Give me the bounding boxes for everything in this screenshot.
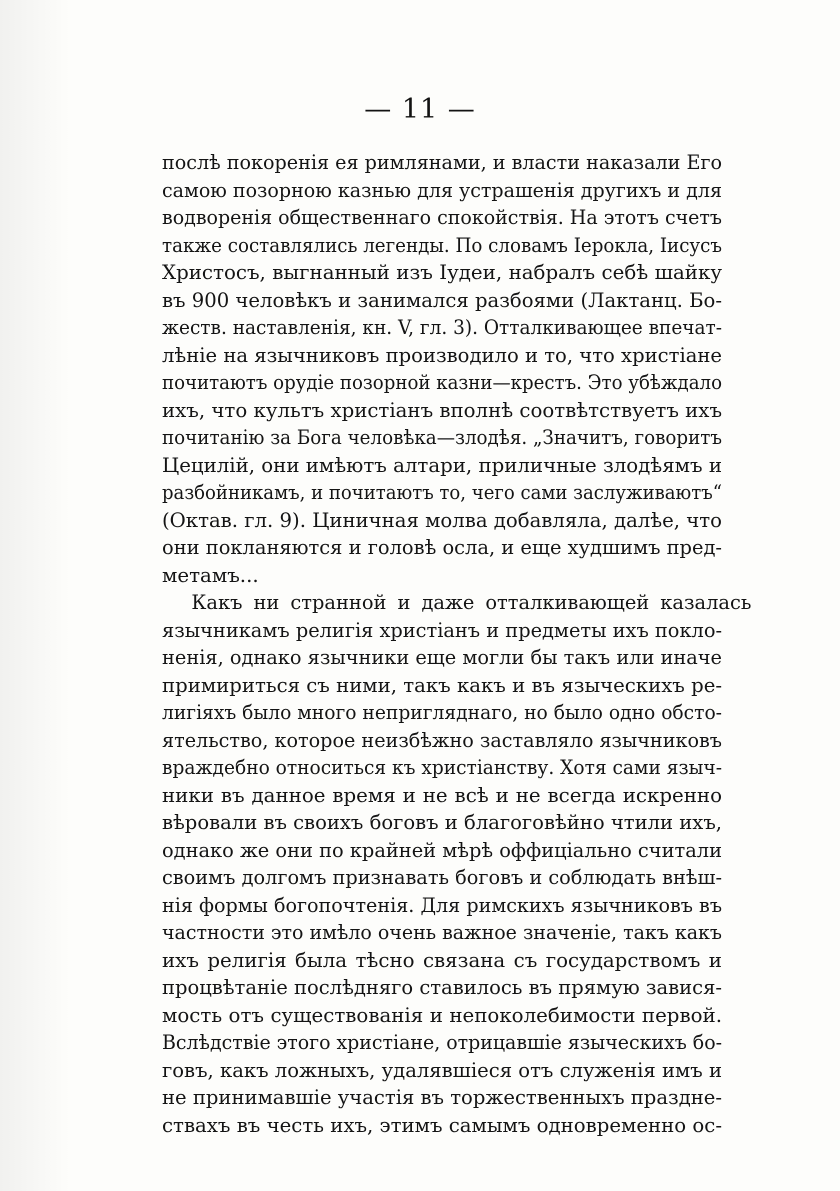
text-line: однако же они по крайней мѣрѣ оффиціально считали [162, 838, 722, 862]
text-line: Вслѣдствіе этого христіане, отрицавшіе языческихъ бо- [162, 1031, 722, 1054]
text-line: процвѣтаніе послѣдняго ставилось въ прямую завися- [162, 976, 722, 999]
text-line: почитаютъ орудіе позорной казни—крестъ. Это убѣждало [162, 371, 722, 394]
text-line: примириться съ ними, такъ какъ и въ языческихъ ре- [162, 673, 722, 697]
text-line: они покланяются и головѣ осла, и еще худшимъ пред- [162, 536, 722, 559]
text-line: ники въ данное время и не всѣ и не всегда искренно [162, 783, 722, 807]
page-edge-shadow [0, 0, 70, 1191]
text-line: ятельство, которое неизбѣжно заставляло язычниковъ [162, 728, 722, 752]
text-line: ненія, однако язычники еще могли бы такъ или иначе [162, 646, 722, 669]
text-line: ихъ религія была тѣсно связана съ государствомъ и [162, 948, 722, 972]
text-line: говъ, какъ ложныхъ, удалявшіеся отъ служенія имъ и [162, 1058, 722, 1082]
text-line: лигіяхъ было много непригляднаго, но было одно обсто- [162, 701, 722, 724]
text-line: своимъ долгомъ признавать боговъ и соблюдать внѣш- [162, 866, 722, 889]
text-line: нія формы богопочтенія. Для римскихъ язычниковъ въ [162, 893, 722, 917]
text-line: въ 900 человѣкъ и занимался разбоями (Лактанц. Бо- [162, 288, 722, 312]
text-line: разбойникамъ, и почитаютъ то, чего сами заслуживаютъ“ [162, 481, 722, 504]
text-line: мость отъ существованія и непоколебимости первой. [162, 1003, 722, 1027]
text-line: жеств. наставленія, кн. V, гл. 3). Отталкивающее впечат- [162, 316, 722, 339]
text-line: (Октав. гл. 9). Циничная молва добавляла, далѣе, что [162, 508, 722, 532]
page-number: — 11 — [364, 94, 476, 125]
text-line: ствахъ въ честь ихъ, этимъ самымъ одновременно ос- [162, 1113, 722, 1137]
text-line: не принимавшіе участія въ торжественныхъ праздне- [162, 1086, 722, 1109]
text-line: самою позорною казнью для устрашенія другихъ и для [162, 178, 722, 202]
text-line: вѣровали въ своихъ боговъ и благоговѣйно чтили ихъ, [162, 811, 722, 834]
text-line: также составлялись легенды. По словамъ Іерокла, Іисусъ [162, 233, 722, 257]
text-line: метамъ... [162, 563, 259, 587]
paragraph-2 [162, 589, 752, 1139]
text-line: водворенія общественнаго спокойствія. На этотъ счетъ [162, 206, 722, 229]
text-line: Какъ ни странной и даже отталкивающей казалась [191, 591, 752, 614]
text-line: почитанію за Бога человѣка—злодѣя. „Значитъ, говоритъ [162, 426, 722, 449]
body-text [162, 149, 752, 1139]
text-line: враждебно относиться къ христіанству. Хотя сами языч- [162, 756, 722, 779]
text-line: ихъ, что культъ христіанъ вполнѣ соотвѣтствуетъ ихъ [162, 398, 722, 422]
text-line: Цецилій, они имѣютъ алтари, приличные злодѣямъ и [162, 453, 722, 477]
text-line: послѣ покоренія ея римлянами, и власти наказали Его [162, 151, 722, 174]
text-line: лѣніе на язычниковъ производило и то, что христіане [162, 343, 722, 367]
text-line: Христосъ, выгнанный изъ Іудеи, набралъ себѣ шайку [162, 261, 722, 284]
text-line: частности это имѣло очень важное значеніе, такъ какъ [162, 921, 722, 944]
paragraph-1 [162, 149, 722, 589]
text-line: язычникамъ религія христіанъ и предметы ихъ покло- [162, 618, 722, 642]
